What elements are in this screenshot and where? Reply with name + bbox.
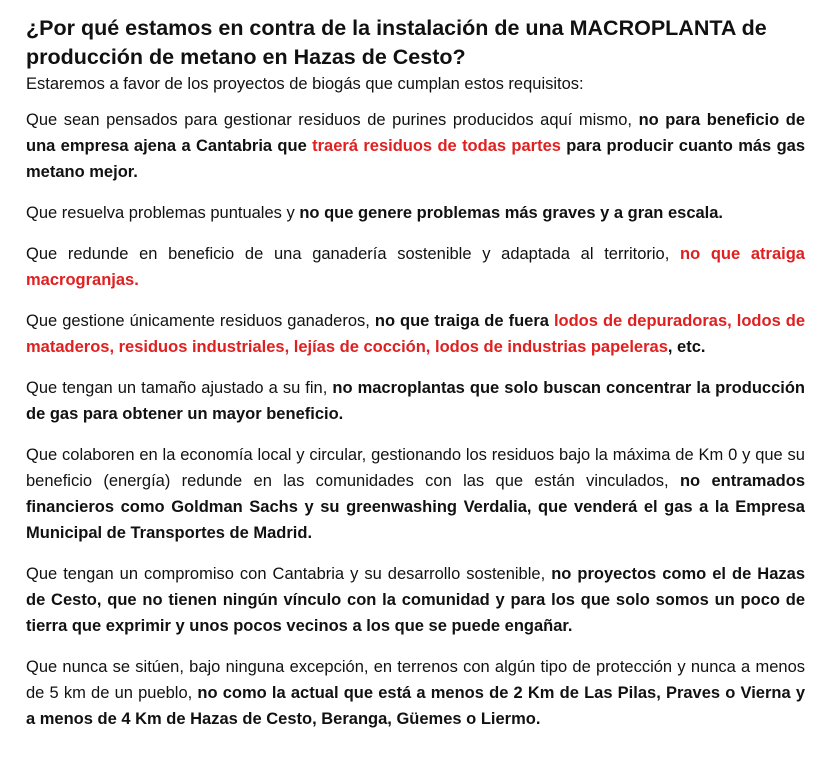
requirement-paragraph <box>26 200 805 226</box>
intro-text: Estaremos a favor de los proyectos de biogás que cumplan estos requisitos: <box>26 75 584 93</box>
plain-text: Que gestione únicamente residuos ganaderos, <box>26 312 375 330</box>
bold-text: no que traiga de fuera <box>374 312 554 330</box>
requirement-paragraph <box>26 375 805 427</box>
bold-text: no para beneficio de una empresa ajena a Cantabria que <box>26 111 805 155</box>
plain-text: Que sean pensados para gestionar residuos de purines producidos aquí mismo, <box>26 111 639 129</box>
bold-text: no como la actual que está a menos de 2 Km de Las Pilas, Praves o Vierna y a menos de 4 Km de Hazas de Cesto, Beranga, Güemes o Liermo. <box>26 684 806 728</box>
highlighted-text: traerá residuos de todas partes <box>312 137 561 155</box>
highlighted-text: lodos de depuradoras, lodos de mataderos, residuos industriales, lejías de cocción, lodos de industrias papeleras <box>26 312 806 356</box>
bold-text: no que genere problemas más graves y a gran escala. <box>299 204 724 222</box>
requirement-paragraph <box>26 241 805 293</box>
plain-text: Que tengan un compromiso con Cantabria y su desarrollo sostenible, <box>26 565 552 583</box>
plain-text: Que nunca se sitúen, bajo ninguna excepción, en terrenos con algún tipo de protección y nunca a menos de 5 km de un pueblo, <box>26 658 805 702</box>
requirement-paragraph <box>26 107 805 185</box>
requirement-paragraph <box>26 442 805 546</box>
highlighted-text: no que atraiga macrogranjas. <box>26 245 805 289</box>
plain-text: Que tengan un tamaño ajustado a su fin, <box>26 379 333 397</box>
bold-text: para producir cuanto más gas metano mejor. <box>26 137 806 181</box>
requirement-paragraph <box>26 308 805 360</box>
page-title: ¿Por qué estamos en contra de la instalación de una MACROPLANTA de producción de metano en Hazas de Cesto? <box>26 16 767 69</box>
plain-text: Que resuelva problemas puntuales y <box>26 204 300 222</box>
requirements-list <box>26 107 805 732</box>
plain-text: Que redunde en beneficio de una ganadería sostenible y adaptada al territorio, <box>26 245 680 263</box>
bold-text: no entramados financieros como Goldman Sachs y su greenwashing Verdalia, que venderá el gas a la Empresa Municipal de Transportes de Madrid. <box>26 472 805 542</box>
plain-text: Que colaboren en la economía local y circular, gestionando los residuos bajo la máxima de Km 0 y que su beneficio (energía) redunde en las comunidades con las que están vinculados, <box>26 446 805 490</box>
bold-text: no proyectos como el de Hazas de Cesto, que no tienen ningún vínculo con la comunidad y para los que solo somos un poco de tierra que exprimir y unos pocos vecinos a los que se puede engañar. <box>26 565 805 635</box>
requirement-paragraph <box>26 561 805 639</box>
bold-text: no macroplantas que solo buscan concentrar la producción de gas para obtener un mayor beneficio. <box>26 379 805 423</box>
bold-text: , etc. <box>667 338 706 356</box>
requirement-paragraph <box>26 654 805 732</box>
